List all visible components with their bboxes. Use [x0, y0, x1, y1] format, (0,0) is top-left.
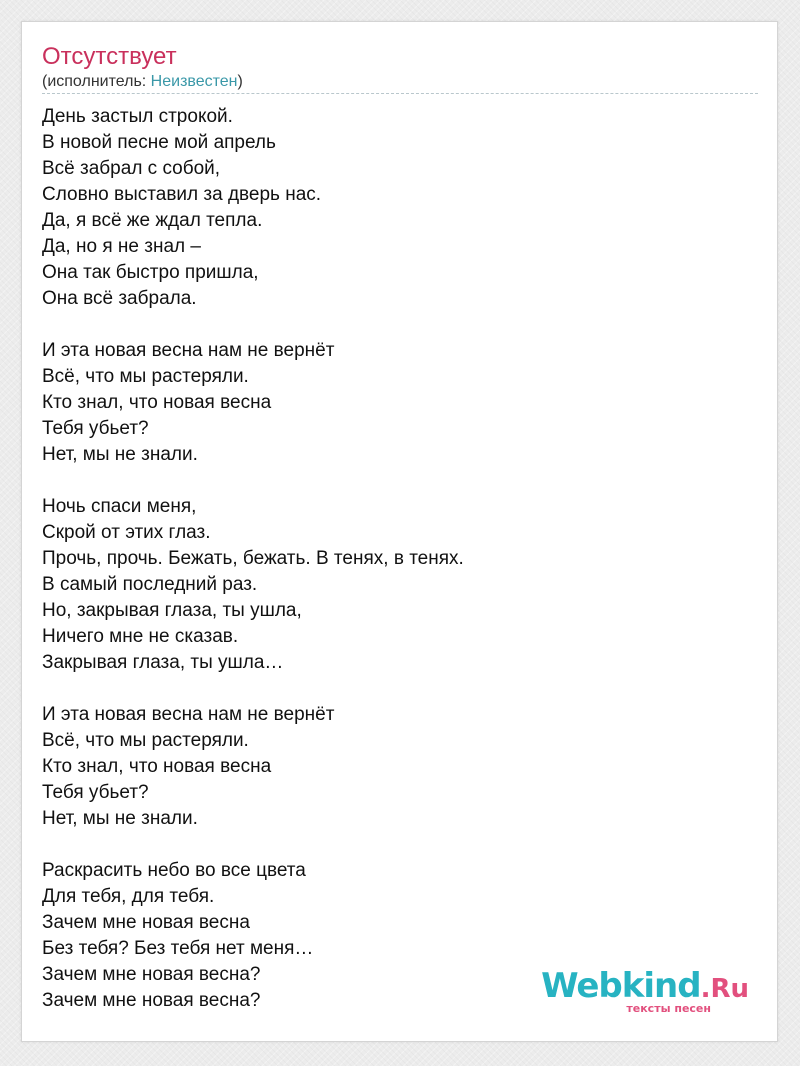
lyrics-line: Но, закрывая глаза, ты ушла, [42, 600, 302, 621]
webkind-logo[interactable] [541, 968, 749, 1015]
divider [42, 93, 758, 94]
artist-prefix: (исполнитель: [42, 73, 151, 90]
lyrics-line: Словно выставил за дверь нас. [42, 184, 322, 205]
lyrics-line: Ночь спаси меня, [42, 496, 197, 517]
lyrics-line: Прочь, прочь. Бежать, бежать. В тенях, в тенях. [42, 548, 464, 569]
lyrics-line: В самый последний раз. [42, 574, 258, 595]
lyrics-line: И эта новая весна нам не вернёт [42, 340, 335, 361]
lyrics-stanza [42, 702, 742, 832]
lyrics-line: Кто знал, что новая весна [42, 756, 272, 777]
lyrics-line: Зачем мне новая весна? [42, 990, 261, 1011]
lyrics-line: Тебя убьет? [42, 782, 149, 803]
lyrics-line: Нет, мы не знали. [42, 444, 198, 465]
lyrics-line: Тебя убьет? [42, 418, 149, 439]
lyrics-line: День застыл строкой. [42, 106, 233, 127]
lyrics-line: И эта новая весна нам не вернёт [42, 704, 335, 725]
lyrics-line: Да, я всё же ждал тепла. [42, 210, 263, 231]
lyrics-line: Без тебя? Без тебя нет меня… [42, 938, 314, 959]
logo-tagline: тексты песен [626, 1002, 711, 1015]
lyrics-line: Скрой от этих глаз. [42, 522, 211, 543]
artist-link[interactable]: Неизвестен [150, 73, 238, 90]
artist-line [42, 72, 243, 92]
lyrics-line: Зачем мне новая весна? [42, 964, 261, 985]
lyrics-line: Нет, мы не знали. [42, 808, 198, 829]
lyrics-line: Закрывая глаза, ты ушла… [42, 652, 284, 673]
lyrics-line: В новой песне мой апрель [42, 132, 276, 153]
artist-suffix: ) [237, 73, 243, 90]
lyrics-line: Кто знал, что новая весна [42, 392, 272, 413]
lyrics-line: Всё, что мы растеряли. [42, 366, 249, 387]
lyrics-stanza [42, 494, 742, 676]
lyrics-line: Для тебя, для тебя. [42, 886, 215, 907]
lyrics-card [21, 21, 778, 1042]
lyrics-line: Она всё забрала. [42, 288, 197, 309]
lyrics-line: Ничего мне не сказав. [42, 626, 239, 647]
song-title: Отсутствует [42, 43, 177, 70]
lyrics-line: Раскрасить небо во все цвета [42, 860, 306, 881]
lyrics-line: Всё, что мы растеряли. [42, 730, 249, 751]
lyrics-text [42, 104, 742, 1014]
lyrics-stanza [42, 338, 742, 468]
lyrics-line: Да, но я не знал – [42, 236, 201, 257]
lyrics-stanza [42, 104, 742, 312]
lyrics-line: Всё забрал с собой, [42, 158, 221, 179]
lyrics-line: Зачем мне новая весна [42, 912, 250, 933]
lyrics-line: Она так быстро пришла, [42, 262, 259, 283]
logo-name: Webkind [541, 966, 701, 1006]
logo-tld: .Ru [700, 974, 749, 1004]
